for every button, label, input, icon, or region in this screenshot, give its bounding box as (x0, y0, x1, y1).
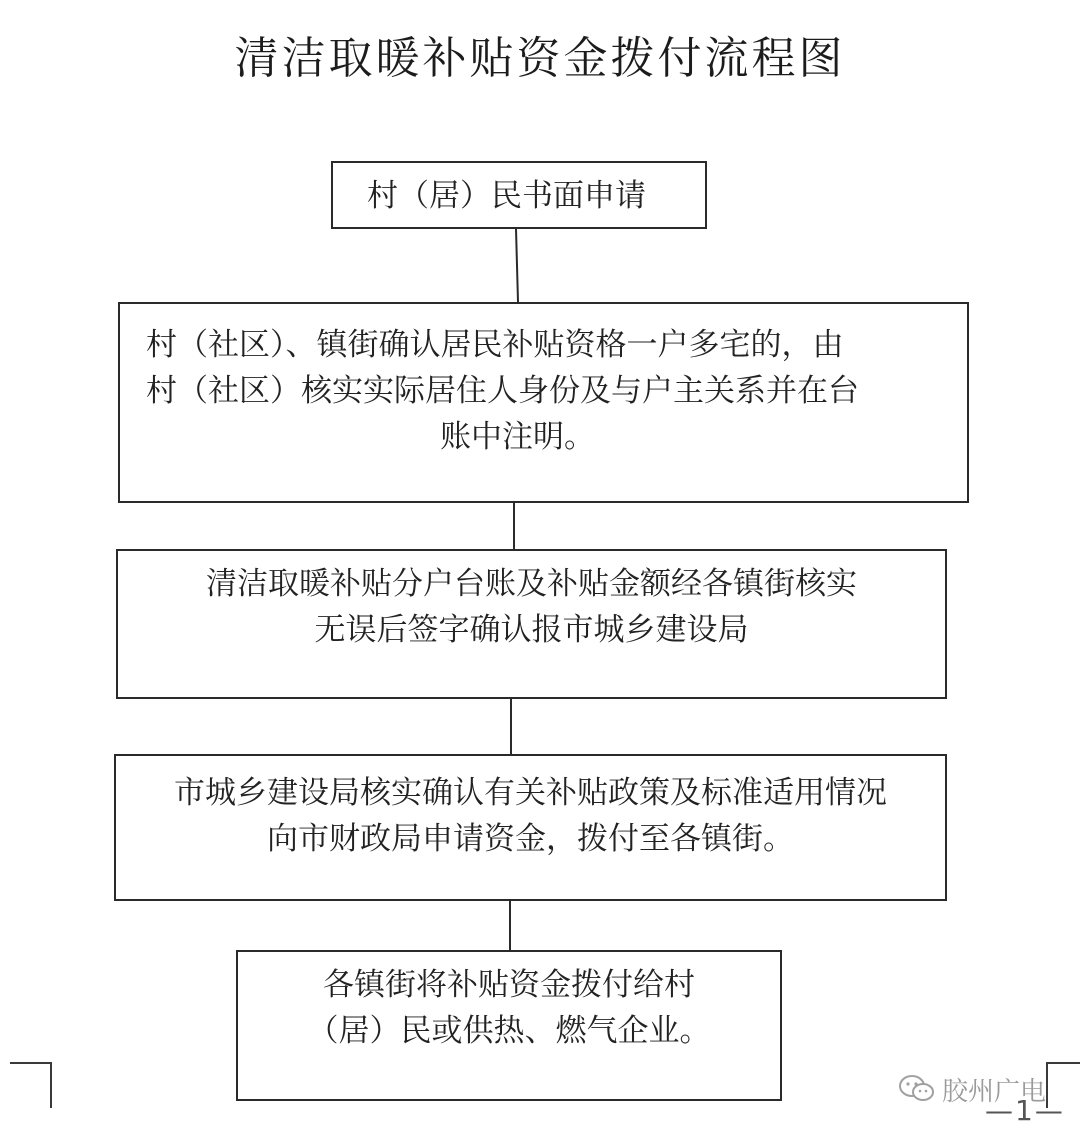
step-4-line-1: 市城乡建设局核实确认有关补贴政策及标准适用情况 (174, 775, 887, 811)
step-4-box (114, 754, 947, 901)
step-3-line-1: 清洁取暖补贴分户台账及补贴金额经各镇街核实 (206, 566, 857, 602)
step-3-line-2: 无误后签字确认报市城乡建设局 (314, 612, 749, 648)
wechat-icon (898, 1074, 936, 1104)
watermark-text: 胶州广电 (942, 1076, 1047, 1107)
page-corner-mark-left (10, 1062, 52, 1108)
connector-1-2 (516, 229, 518, 302)
step-5-line-2: （居）民或供热、燃气企业。 (307, 1013, 711, 1049)
step-5-line-1: 各镇街将补贴资金拨付给村 (323, 967, 695, 1003)
step-2-line-3: 账中注明。 (440, 419, 595, 455)
step-2-line-1: 村（社区）、镇街确认居民补贴资格一户多宅的，由 (146, 327, 844, 363)
diagram-title: 清洁取暖补贴资金拨付流程图 (234, 33, 846, 84)
step-2-box (118, 302, 969, 503)
step-1-line-1: 村（居）民书面申请 (367, 178, 646, 214)
step-1-box (331, 161, 707, 229)
step-2-line-2: 村（社区）核实实际居住人身份及与户主关系并在台 (146, 373, 859, 409)
step-3-box (116, 549, 947, 699)
page-number: —1— (985, 1094, 1065, 1127)
step-4-line-2: 向市财政局申请资金，拨付至各镇街。 (267, 821, 794, 857)
step-5-box (236, 950, 782, 1101)
